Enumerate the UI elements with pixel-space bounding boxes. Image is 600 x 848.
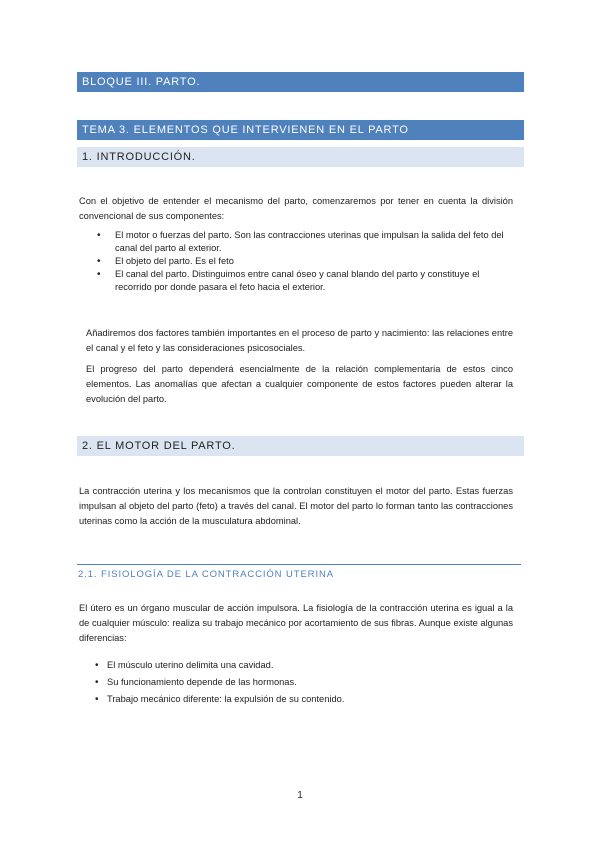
section-1-paragraph-2: Añadiremos dos factores también importantes en el proceso de parto y nacimiento: las relaciones entre el canal y el feto y las consideraciones psicosociales. xyxy=(86,328,513,353)
list-item: • Trabajo mecánico diferente: la expulsión de su contenido. xyxy=(95,691,515,708)
subsection-2-1-bullet-list xyxy=(95,657,515,708)
list-item: • El canal del parto. Distinguimos entre canal óseo y canal blando del parto y constituye el recorrido por donde pasara el feto hacia el exterior. xyxy=(97,268,517,294)
block-header: BLOQUE III. PARTO. xyxy=(77,72,524,92)
subsection-2-1-title: 2.1. FISIOLOGÍA DE LA CONTRACCIÓN UTERINA xyxy=(77,564,521,584)
list-item: • El músculo uterino delimita una cavidad. xyxy=(95,657,515,674)
subsection-2-1-paragraph: El útero es un órgano muscular de acción impulsora. La fisiología de la contracción uterina es igual a la de cualquier músculo: realiza su trabajo mecánico por acortamiento de sus fibras. Aunque existe algunas diferencias: xyxy=(79,603,513,643)
topic-header: TEMA 3. ELEMENTOS QUE INTERVIENEN EN EL PARTO xyxy=(77,120,524,140)
page-number: 1 xyxy=(297,790,303,801)
section-1-title: 1. INTRODUCCIÓN. xyxy=(77,147,524,167)
list-item: • El objeto del parto. Es el feto xyxy=(97,255,517,268)
list-item: • Su funcionamiento depende de las hormonas. xyxy=(95,674,515,691)
section-2-title: 2. EL MOTOR DEL PARTO. xyxy=(77,436,524,456)
section-1-bullet-list xyxy=(97,229,517,294)
section-1-intro: Con el objetivo de entender el mecanismo del parto, comenzaremos por tener en cuenta la división convencional de sus componentes: xyxy=(79,196,513,221)
section-2-paragraph: La contracción uterina y los mecanismos que la controlan constituyen el motor del parto. Estas fuerzas impulsan al objeto del parto (feto) a través del canal. El motor del parto lo forman tanto las contracciones uterinas como la acción de la musculatura abdominal. xyxy=(79,486,513,526)
list-item: • El motor o fuerzas del parto. Son las contracciones uterinas que impulsan la salida del feto del canal del parto al exterior. xyxy=(97,229,517,255)
section-1-paragraph-3: El progreso del parto dependerá esencialmente de la relación complementaria de estos cinco elementos. Las anomalías que afectan a cualquier componente de estos factores pueden alterar la evolución del parto. xyxy=(86,364,513,404)
